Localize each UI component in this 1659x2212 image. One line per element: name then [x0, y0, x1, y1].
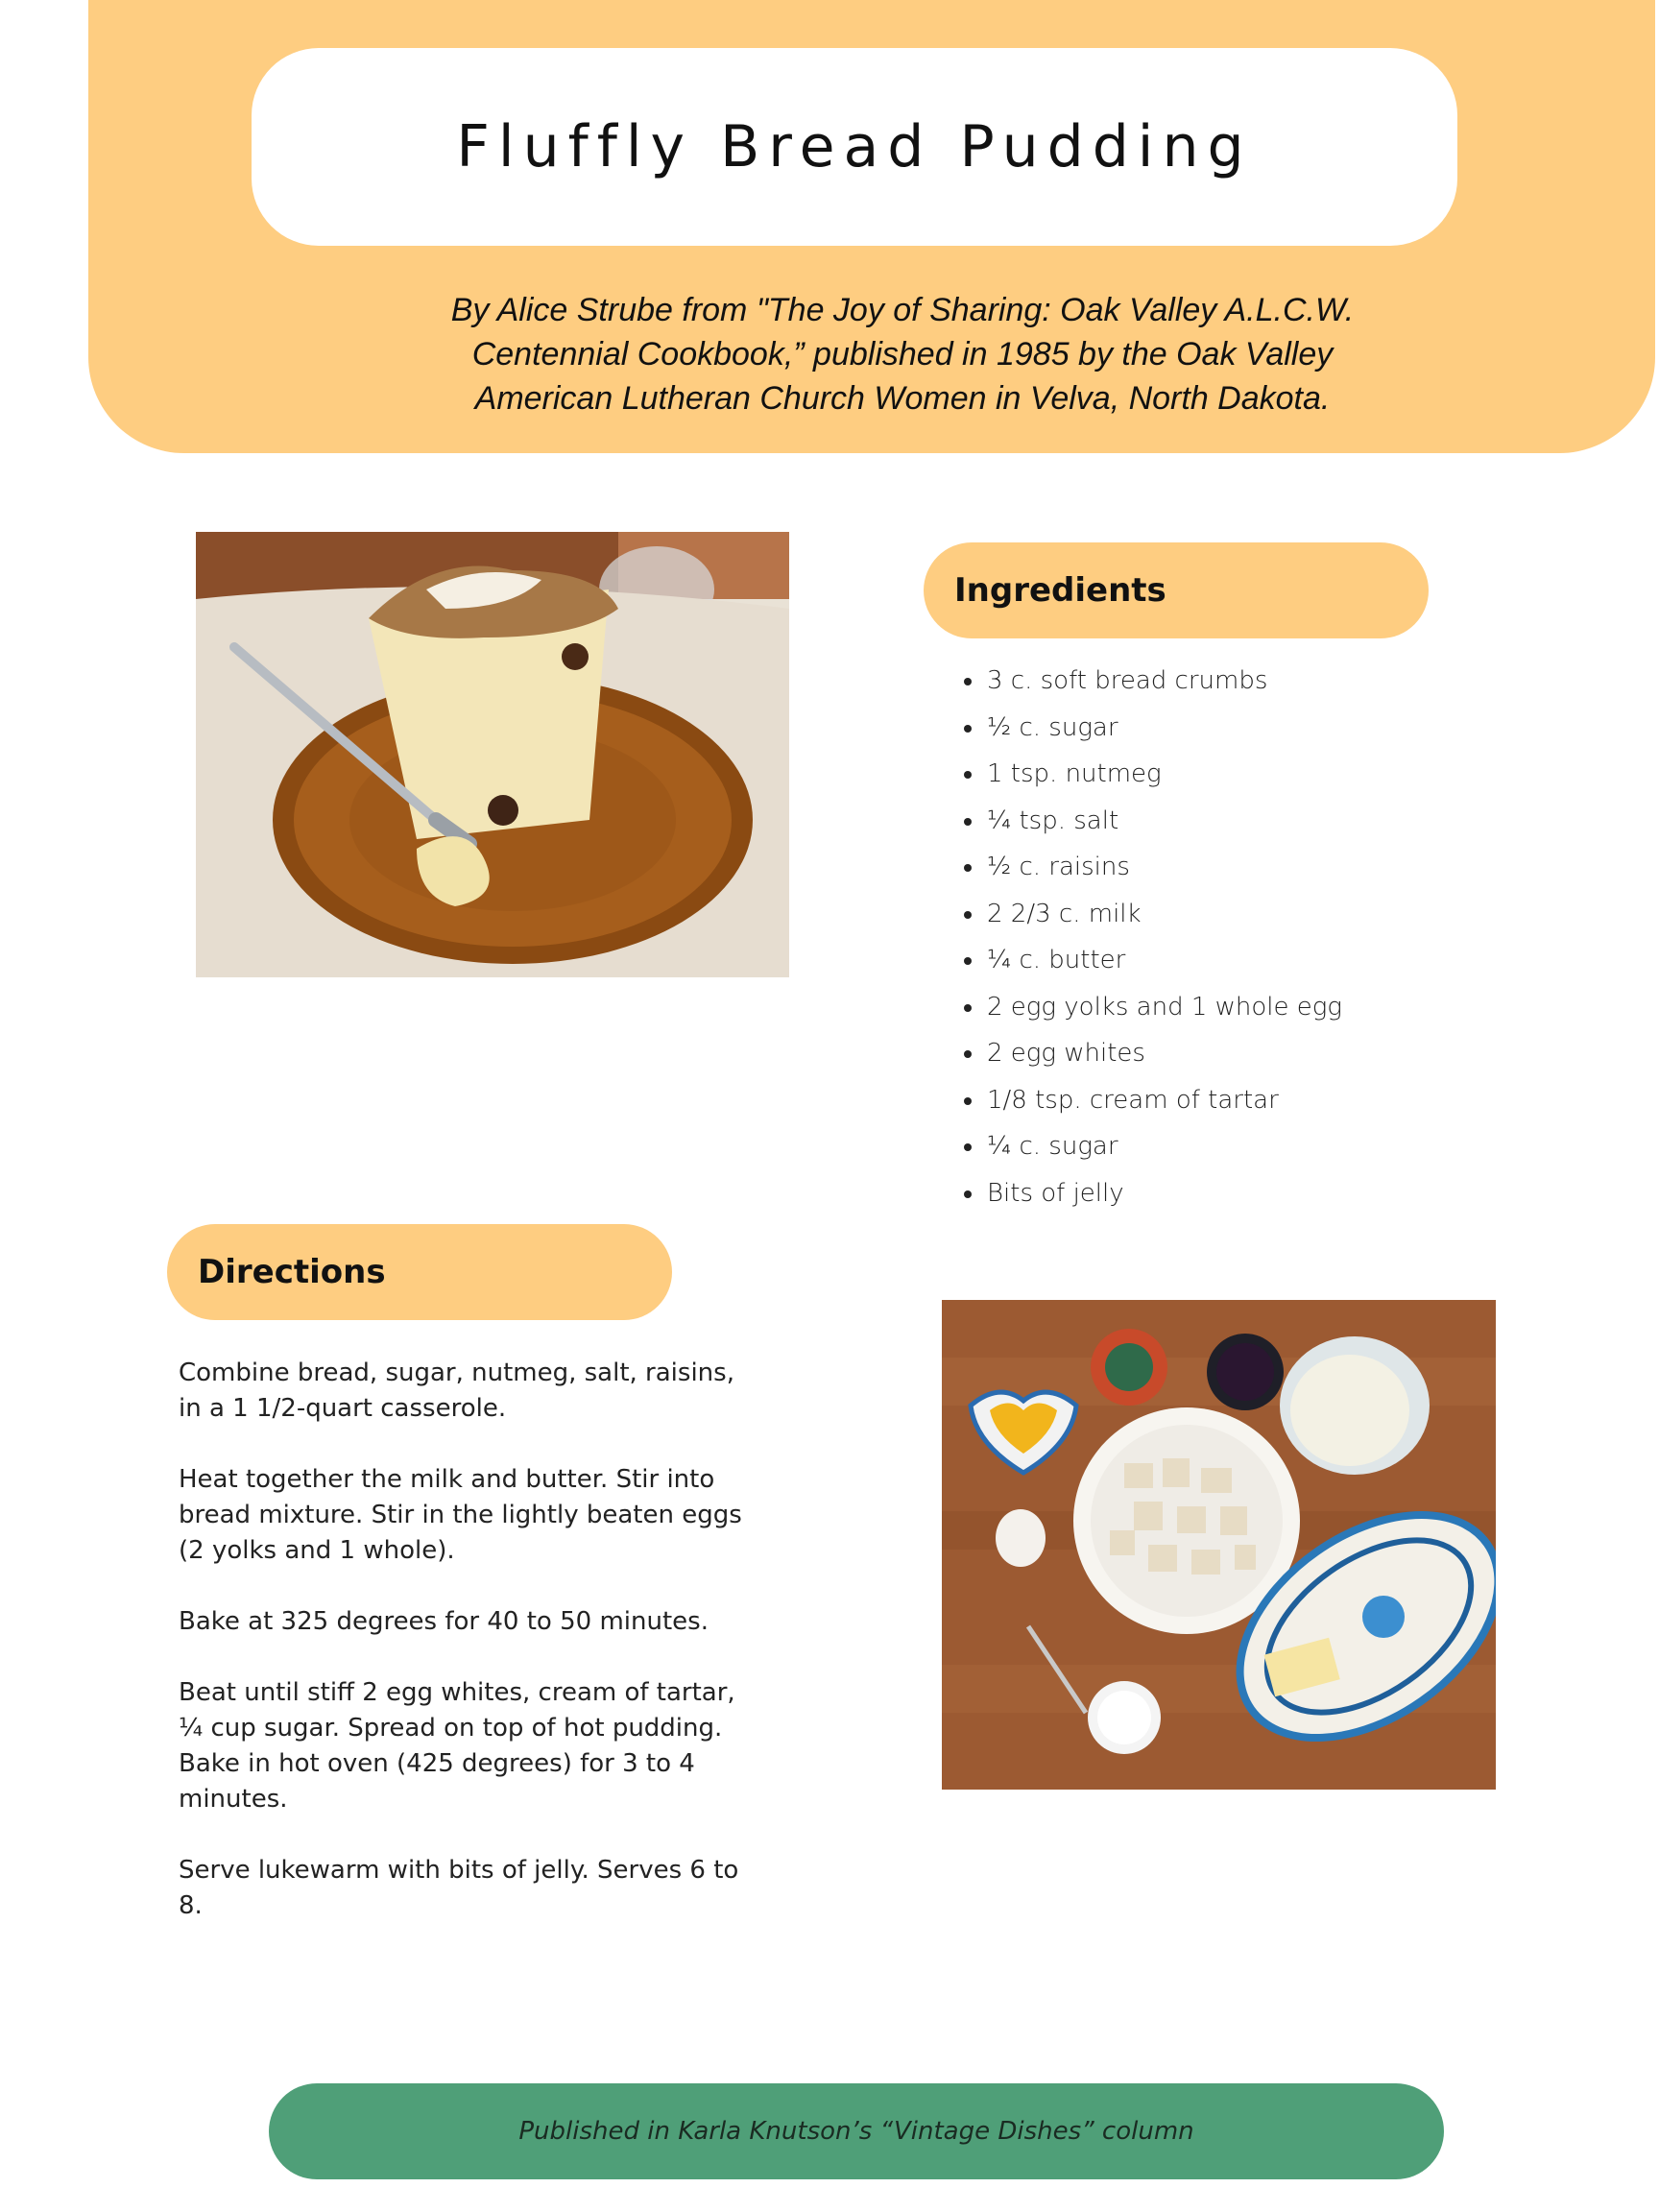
- ingredients-list: [960, 658, 1342, 1216]
- list-item: • 3 c. soft bread crumbs: [985, 658, 1342, 705]
- list-item: • 1/8 tsp. cream of tartar: [985, 1077, 1342, 1124]
- list-item: • 1 tsp. nutmeg: [985, 751, 1342, 798]
- list-item: • ¼ c. butter: [985, 937, 1342, 984]
- direction-step: Combine bread, sugar, nutmeg, salt, raisins, in a 1 1/2-quart casserole.: [179, 1358, 734, 1423]
- ingredients-photo: [942, 1300, 1496, 1790]
- pudding-photo: [196, 532, 789, 977]
- footer-banner: Published in Karla Knutson’s “Vintage Dishes” column: [269, 2083, 1444, 2179]
- directions-heading: Directions: [167, 1224, 672, 1320]
- list-item: • Bits of jelly: [985, 1170, 1342, 1217]
- title-banner: [252, 48, 1457, 246]
- ingredients-heading: Ingredients: [924, 542, 1429, 638]
- list-item: • 2 2/3 c. milk: [985, 891, 1342, 938]
- list-item: • ¼ c. sugar: [985, 1123, 1342, 1170]
- direction-step: Bake at 325 degrees for 40 to 50 minutes.: [179, 1607, 709, 1636]
- list-item: • ¼ tsp. salt: [985, 798, 1342, 845]
- list-item: • ½ c. sugar: [985, 705, 1342, 752]
- list-item: • 2 egg whites: [985, 1030, 1342, 1077]
- list-item: • 2 egg yolks and 1 whole egg: [985, 984, 1342, 1031]
- byline: By Alice Strube from "The Joy of Sharing: Oak Valley A.L.C.W. Centennial Cookbook,” published in 1985 by the Oak Valley American Lutheran Church Women in Velva, North Dakota.: [450, 292, 1355, 417]
- directions-text: [179, 1356, 764, 1960]
- direction-step: Serve lukewarm with bits of jelly. Serves 6 to 8.: [179, 1856, 739, 1920]
- direction-step: Beat until stiff 2 egg whites, cream of tartar, ¼ cup sugar. Spread on top of hot pudding. Bake in hot oven (425 degrees) for 3 to 4 minutes.: [179, 1678, 735, 1814]
- list-item: • ½ c. raisins: [985, 844, 1342, 891]
- direction-step: Heat together the milk and butter. Stir into bread mixture. Stir in the lightly beaten eggs (2 yolks and 1 whole).: [179, 1465, 742, 1565]
- page-title: Fluffly Bread Pudding: [456, 113, 1253, 180]
